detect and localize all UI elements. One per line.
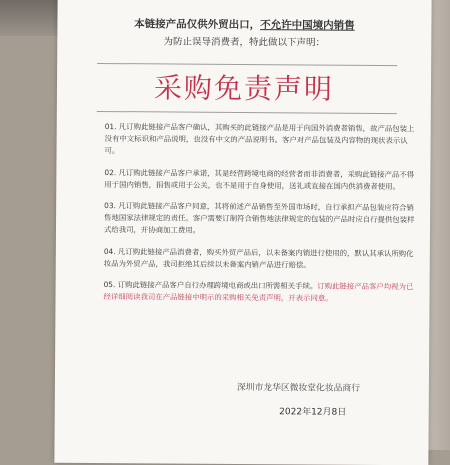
clause-item [104, 246, 416, 272]
notice-line-1-prefix: 本链接产品仅供外贸出口， [134, 18, 261, 32]
notice-line-1-emphasis: 不允许中国境内销售 [260, 19, 355, 32]
clause-text: 02. 凡订购此链接产品客户承诺，其是经营跨境电商的经营者而非消费者，采购此链接产品不得用于国内销售，捐售或用于公关，也不是用于自身使用，送礼或直接在国内供消费者使用。 [104, 167, 415, 191]
clause-item [104, 200, 416, 238]
clause-text: 05. 订购此链接产品客户自行办理跨境电商或出口所需相关手续。 [103, 280, 318, 291]
notice-line-1 [57, 17, 431, 34]
notice-line-2: 为防止误导消费者，特此做以下声明： [163, 36, 326, 49]
clause-text: 01. 凡订购此链接产品客户确认，其购买的此链接产品是用于向国外消费者销售，故产品包装上没有中文标识和产品说明，也没有中文的产品说明书。客户对产品包装及内容物的现状表示认可。 [104, 122, 415, 156]
clause-text: 03. 凡订购此链接产品客户同意，其将前述产品销售至外国市场时，自行承担产品包装应符合销售地国家法律规定的责任。客户需要订制符合销售地法律规定的包装的产品时应自行提供包装样式给我司，并协商加工费用。 [103, 201, 415, 235]
date: 2022年12月8日 [279, 407, 347, 418]
clause-emphasis: 订购此链接产品客户均视为已经详细阅读我司在产品链接中明示的采购相关免责声明，并表示同意。 [103, 281, 414, 303]
footer [55, 373, 429, 418]
paper-sheet [54, 0, 431, 465]
clause-text: 04. 凡订购此链接产品消费者，购买外贸产品后，以未备案内销进行使用的，默认其承认所购化妆品为外贸产品，我司拒绝其后续以未备案内销产品进行赔偿。 [103, 246, 414, 269]
divider-top [97, 63, 397, 66]
page-title: 采购免责声明 [153, 71, 335, 106]
clause-item [103, 279, 415, 305]
company-name: 深圳市龙华区微妆堂化妆品商行 [236, 382, 361, 394]
header [57, 17, 431, 52]
clause-item [104, 121, 416, 159]
divider-bottom [97, 111, 397, 114]
clause-item [104, 167, 416, 193]
clause-list [103, 121, 416, 315]
